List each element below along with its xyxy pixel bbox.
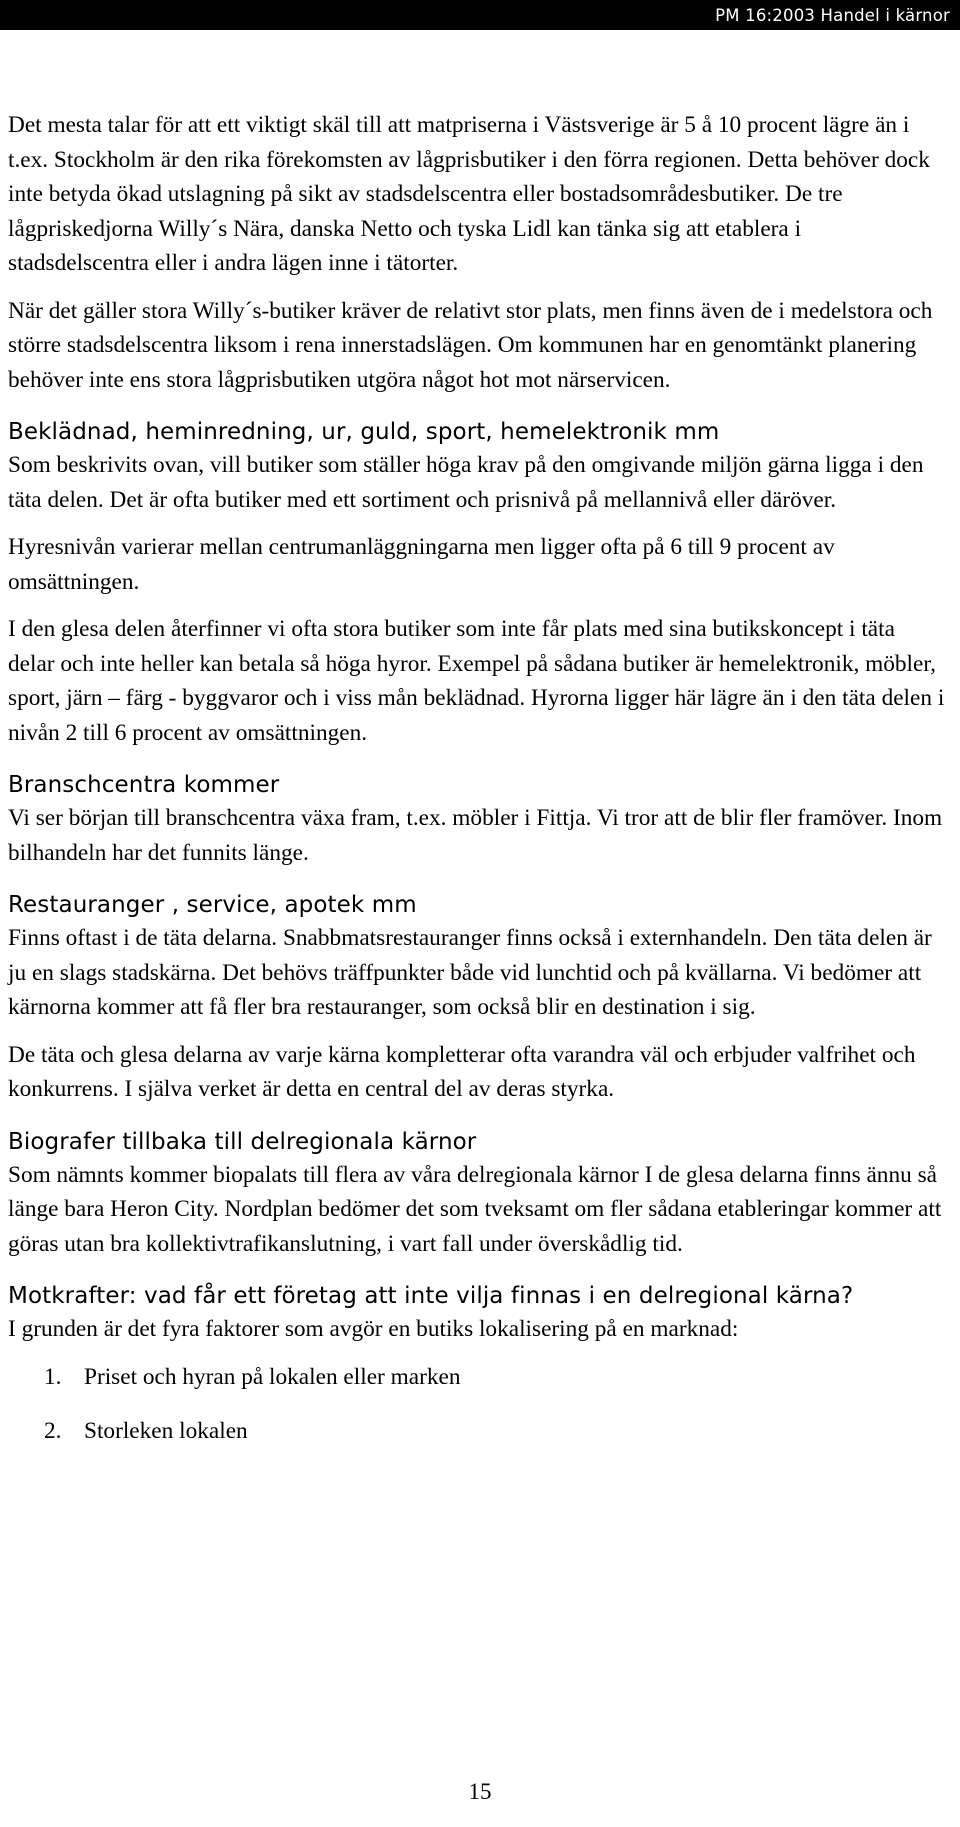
section-heading-cinemas: Biografer tillbaka till delregionala kärnor [8, 1128, 477, 1155]
page-number: 15 [468, 1779, 492, 1804]
cinemas-paragraph: Som nämnts kommer biopalats till flera av våra delregionala kärnor I de glesa delarna finns ännu så länge bara Heron City. Nordplan bedömer det som tveksamt om fler sådana etableringar kommer att göras utan bra kollektivtrafikanslutning, i vart fall under överskådlig tid. [8, 1161, 942, 1257]
restaurants-paragraph-1: Finns oftast i de täta delarna. Snabbmatsrestauranger finns också i externhandeln. Den täta delen är ju en slags stadskärna. Det behövs träffpunkter både vid lunchtid och på kvällarna. Vi bedömer att kärnorna kommer att få fler bra restauranger, som också blir en destination i sig. [8, 925, 932, 1020]
branch-centres-paragraph: Vi ser början till branschcentra växa fram, t.ex. möbler i Fittja. Vi tror att de blir fler framöver. Inom bilhandeln har det funnits länge. [8, 805, 943, 866]
list-item-text: Priset och hyran på lokalen eller marken [84, 1363, 461, 1390]
section-heading-restaurants: Restauranger , service, apotek mm [8, 892, 417, 918]
list-item [8, 1360, 946, 1395]
section-heading-counterforces: Motkrafter: vad får ett företag att inte vilja finnas i en delregional kärna? [8, 1283, 854, 1309]
list-item [8, 1414, 946, 1449]
list-item-number: 2. [44, 1418, 62, 1444]
section-heading-branch-centres: Branschcentra kommer [8, 772, 280, 798]
restaurants-paragraph-2: De täta och glesa delarna av varje kärna kompletterar ofta varandra väl och erbjuder valfrihet och konkurrens. I själva verket är detta en central del av deras styrka. [8, 1041, 916, 1102]
intro-paragraph-2: När det gäller stora Willy´s-butiker kräver de relativt stor plats, men finns även de i medelstora och större stadsdelscentra liksom i rena innerstadslägen. Om kommunen har en genomtänkt planering behöver inte ens stora lågprisbutiken utgöra något hot mot närservicen. [8, 297, 933, 393]
document-body [8, 108, 946, 1469]
page-header [0, 0, 960, 30]
factor-list [8, 1360, 946, 1449]
list-item-text: Storleken lokalen [84, 1418, 248, 1444]
header-title: PM 16:2003 Handel i kärnor [715, 5, 950, 25]
intro-paragraph-1: Det mesta talar för att ett viktigt skäl till att matpriserna i Västsverige är 5 å 10 procent lägre än i t.ex. Stockholm är den rika förekomsten av lågprisbutiker i den förra regionen. Detta behöver dock inte betyda ökad utslagning på sikt av stadsdelscentra eller bostadsområdesbutiker. De tre lågpriskedjorna Willy´s Nära, danska Netto och tyska Lidl kan tänka sig att etablera i stadsdelscentra eller i andra lägen inne i tätorter. [8, 112, 930, 276]
list-item-number: 1. [44, 1363, 62, 1390]
clothing-paragraph-3: I den glesa delen återfinner vi ofta stora butiker som inte får plats med sina butikskoncept i täta delar och inte heller kan betala så höga hyror. Exempel på sådana butiker är hemelektronik, möbler, sport, järn – färg - byggvaror och i viss mån beklädnad. Hyrorna ligger här lägre än i den täta delen i nivån 2 till 6 procent av omsättningen. [8, 616, 945, 746]
clothing-paragraph-2: Hyresnivån varierar mellan centrumanläggningarna men ligger ofta på 6 till 9 procent av omsättningen. [8, 534, 835, 595]
clothing-paragraph-1: Som beskrivits ovan, vill butiker som ställer höga krav på den omgivande miljön gärna ligga i den täta delen. Det är ofta butiker med ett sortiment och prisnivå på mellannivå eller däröver. [8, 452, 924, 513]
section-heading-clothing: Beklädnad, heminredning, ur, guld, sport, hemelektronik mm [8, 419, 720, 445]
counterforces-paragraph: I grunden är det fyra faktorer som avgör en butiks lokalisering på en marknad: [8, 1316, 739, 1342]
